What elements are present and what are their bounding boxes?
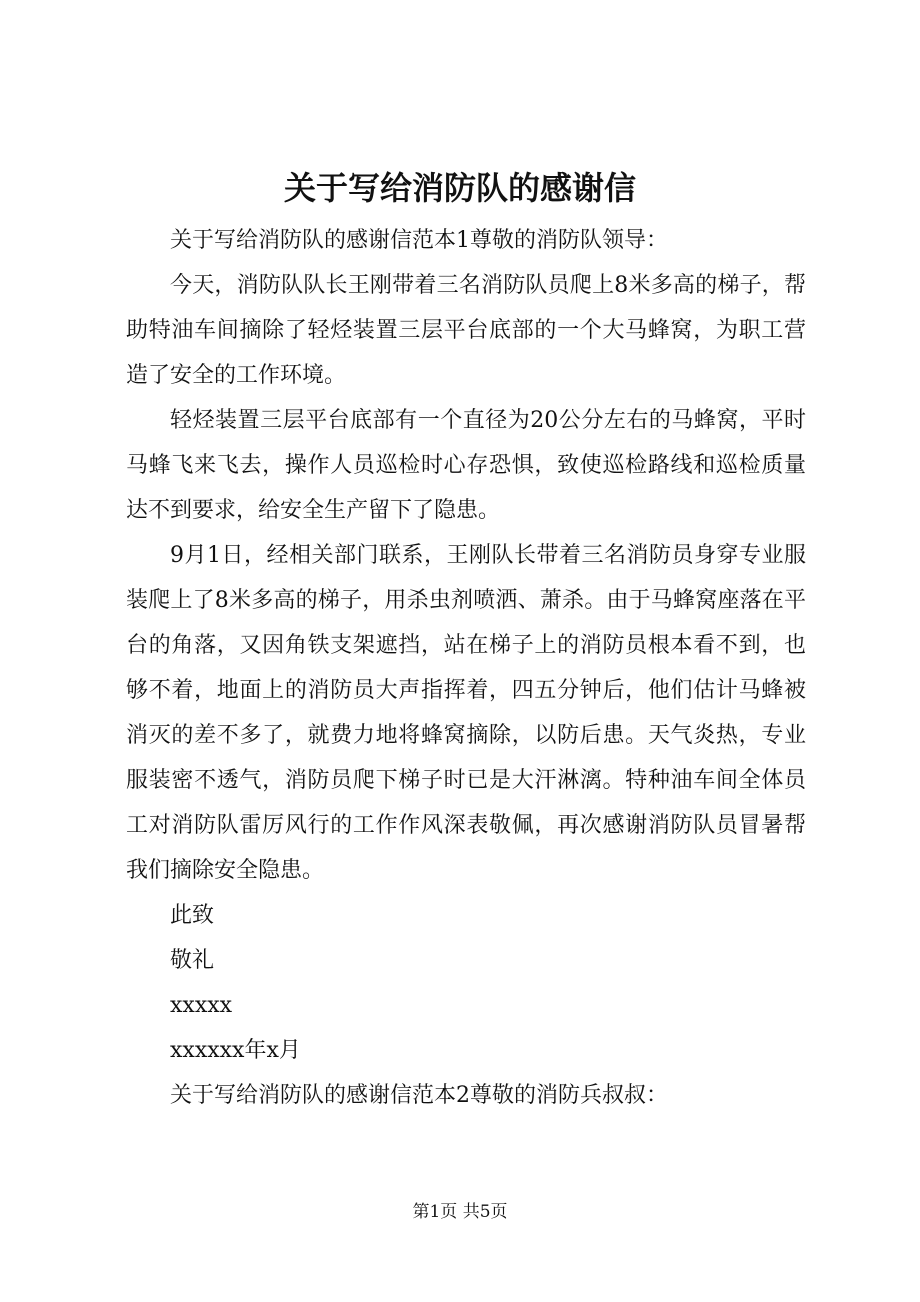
- paragraph-1: 今天，消防队队长王刚带着三名消防队员爬上8米多高的梯子，帮助特油车间摘除了轻烃装置三层平台底部的一个大马蜂窝，为职工营造了安全的工作环境。: [126, 273, 806, 388]
- document-title: 关于写给消防队的感谢信: [283, 169, 636, 207]
- signature: xxxxx: [170, 993, 233, 1018]
- paragraph-next-letter: 关于写给消防队的感谢信范本2尊敬的消防兵叔叔：: [170, 1083, 668, 1108]
- paragraph-salutation: 关于写给消防队的感谢信范本1尊敬的消防队领导：: [170, 228, 668, 253]
- closing-line-1: 此致: [170, 903, 215, 928]
- date-line: xxxxxx年x月: [170, 1038, 301, 1063]
- page-footer: 第1页 共5页: [412, 1202, 508, 1222]
- closing-line-2: 敬礼: [170, 948, 215, 973]
- paragraph-3: 9月1日，经相关部门联系，王刚队长带着三名消防员身穿专业服装爬上了8米多高的梯子，用杀虫剂喷洒、萧杀。由于马蜂窝座落在平台的角落，又因角铁支架遮挡，站在梯子上的消防员根本看不到，也够不着，地面上的消防员大声指挥着，四五分钟后，他们估计马蜂被消灭的差不多了，就费力地将蜂窝摘除，以防后患。天气炎热，专业服装密不透气，消防员爬下梯子时已是大汗淋漓。特种油车间全体员工对消防队雷厉风行的工作作风深表敬佩，再次感谢消防队员冒暑帮我们摘除安全隐患。: [126, 543, 806, 883]
- document-body: [126, 218, 806, 1118]
- paragraph-2: 轻烃装置三层平台底部有一个直径为20公分左右的马蜂窝，平时马蜂飞来飞去，操作人员巡检时心存恐惧，致使巡检路线和巡检质量达不到要求，给安全生产留下了隐患。: [126, 408, 806, 523]
